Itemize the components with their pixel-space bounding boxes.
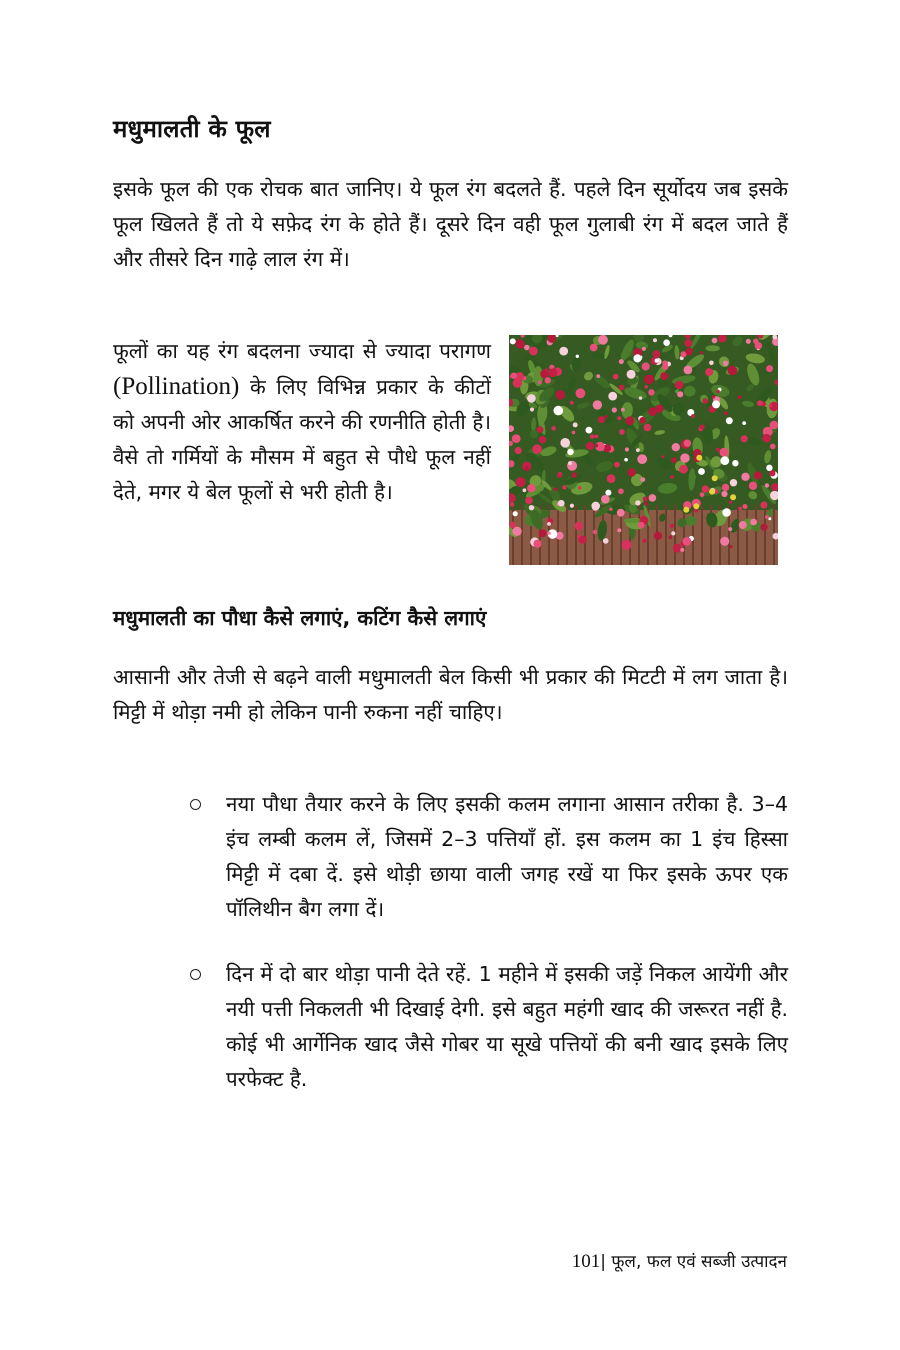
paragraph-pollination: [113, 334, 491, 510]
book-title: फूल, फल एवं सब्जी उत्पादन: [605, 1252, 787, 1272]
list-item: [188, 787, 788, 927]
madhumalti-flower-photo: [509, 335, 778, 565]
footer-separator: |: [600, 1252, 606, 1272]
list-item-text: दिन में दो बार थोड़ा पानी देते रहें. 1 महीने में इसकी जड़ें निकल आयेंगी और नयी पत्ती निकलती भी दिखाई देगी. इसे बहुत महंगी खाद की जरूरत नहीं है. कोई भी आर्गेनिक खाद जैसे गोबर या सूखे पत्तियों की बनी खाद इसके लिए परफेक्ट है.: [226, 962, 788, 1091]
pollination-text-after: के लिए विभिन्न प्रकार के कीटों को अपनी ओर आकर्षित करने की रणनीति होती है। वैसे तो गर्मियों के मौसम में बहुत से पौधे फूल नहीं देते, मगर ये बेल फूलों से भरी होती है।: [113, 375, 491, 504]
flower-vine-illustration: [509, 335, 778, 565]
paragraph-soil: आसानी और तेजी से बढ़ने वाली मधुमालती बेल किसी भी प्रकार की मिटटी में लग जाता है। मिट्टी में थोड़ा नमी हो लेकिन पानी रुकना नहीं चाहिए।: [113, 665, 788, 724]
planting-steps-list: [188, 787, 788, 1127]
circle-bullet-icon: [190, 969, 201, 980]
paragraph-color-change: इसके फूल की एक रोचक बात जानिए। ये फूल रंग बदलते हैं. पहले दिन सूर्योदय जब इसके फूल खिलते हैं तो ये सफ़ेद रंग के होते हैं। दूसरे दिन वही फूल गुलाबी रंग में बदल जाते हैं और तीसरे दिन गाढ़े लाल रंग में।: [113, 177, 788, 271]
list-item-text: नया पौधा तैयार करने के लिए इसकी कलम लगाना आसान तरीका है. 3–4 इंच लम्बी कलम लें, जिसमें 2–3 पत्तियाँ हों. इस कलम का 1 इंच हिस्सा मिट्टी में दबा दें. इसे थोड़ी छाया वाली जगह रखें या फिर इसके ऊपर एक पॉलिथीन बैग लगा दें।: [226, 792, 788, 921]
circle-bullet-icon: [190, 799, 201, 810]
pollination-english-term: (Pollination): [113, 373, 240, 400]
section-heading-planting: मधुमालती का पौधा कैसे लगाएं, कटिंग कैसे लगाएं: [113, 606, 487, 630]
section-heading-madhumalti-flowers: मधुमालती के फूल: [113, 115, 271, 143]
page-footer: [572, 1249, 787, 1273]
list-item: [188, 957, 788, 1097]
page-number: 101: [571, 1251, 601, 1272]
pollination-text-before: फूलों का यह रंग बदलना ज्यादा से ज्यादा परागण: [113, 339, 491, 363]
